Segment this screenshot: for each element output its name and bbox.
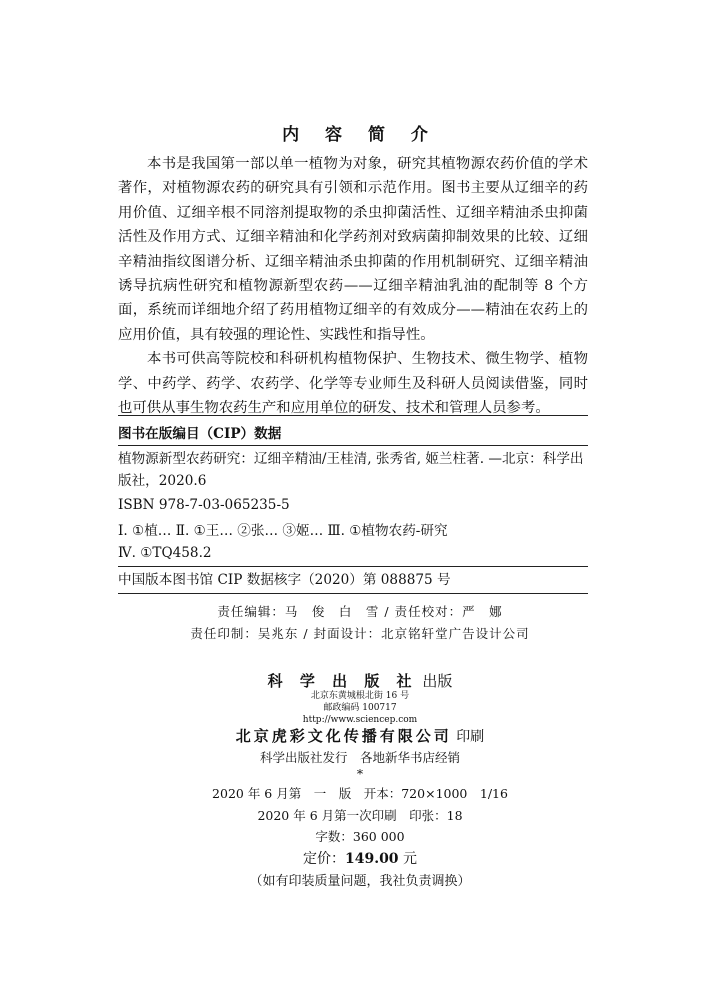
publisher-suffix: 出版 [422, 672, 453, 690]
cip-heading-rule [118, 445, 588, 446]
cip-classification-line-1: Ⅰ. ①植… Ⅱ. ①王… ②张… ③姬… Ⅲ. ①植物农药-研究 [118, 523, 448, 539]
publisher-name: 科 学 出 版 社 [267, 672, 418, 690]
word-count: 字数：360 000 [315, 829, 405, 844]
cip-top-rule [118, 415, 588, 416]
page-title: 内 容 简 介 [282, 125, 438, 145]
staff-line-production: 责任印制：吴兆东 / 封面设计：北京铭轩堂广告设计公司 [190, 626, 530, 641]
printing-line: 2020 年 6 月第一次印刷 印张：18 [257, 808, 463, 823]
intro-paragraph-2: 本书可供高等院校和科研机构植物保护、生物技术、微生物学、植物学、中药学、药学、农药学、化学等专业师生及科研人员阅读借鉴，同时也可供从事生物农药生产和应用单位的研发、技术和管理人员参考。 [118, 351, 588, 417]
book-introduction [118, 152, 588, 420]
price-value: 149.00 [344, 851, 399, 867]
cip-record-number: 中国版本图书馆 CIP 数据核字（2020）第 088875 号 [118, 572, 451, 588]
intro-paragraph-1: 本书是我国第一部以单一植物为对象，研究其植物源农药价值的学术著作，对植物源农药的研究具有引领和示范作用。图书主要从辽细辛的药用价值、辽细辛根不同溶剂提取物的杀虫抑菌活性、辽细辛精油杀虫抑菌活性及作用方式、辽细辛精油和化学药剂对致病菌抑制效果的比较、辽细辛精油指纹图谱分析、辽细辛精油杀虫抑菌的作用机制研究、辽细辛精油诱导抗病性研究和植物源新型农药——辽细辛精油乳油的配制等 8 个方面，系统而详细地介绍了药用植物辽细辛的有效成分——精油在农药上的应用价值，具有较强的理论性、实践性和指导性。 [118, 156, 588, 343]
cip-isbn: ISBN 978-7-03-065235-5 [118, 497, 290, 513]
publisher-address-block [0, 690, 720, 726]
printer-block [0, 725, 720, 746]
publisher-address: 北京东黄城根北街 16 号 [310, 691, 410, 701]
distribution-line: 科学出版社发行 各地新华书店经销 [259, 750, 460, 765]
cip-bottom-rule [118, 593, 588, 594]
price-line [0, 848, 720, 868]
publisher-url: http://www.sciencep.com [302, 715, 418, 725]
printer-suffix: 印刷 [456, 729, 485, 745]
cip-record-rule [118, 566, 588, 567]
publisher-postcode: 邮政编码 100717 [323, 703, 397, 713]
quality-note: （如有印装质量问题，我社负责调换） [249, 874, 471, 889]
publisher-block [0, 670, 720, 691]
printer-name: 北京虎彩文化传播有限公司 [235, 727, 452, 745]
cip-classification [118, 520, 588, 564]
staff-line-editors: 责任编辑：马 俊 白 雪 / 责任校对：严 娜 [217, 604, 503, 619]
cip-main-entry: 植物源新型农药研究：辽细辛精油/王桂清, 张秀省, 姬兰柱著. —北京：科学出版社，2020.6 [118, 451, 584, 489]
separator-star: * [356, 766, 364, 781]
cip-classification-line-2: Ⅳ. ①TQ458.2 [118, 545, 212, 561]
edition-line: 2020 年 6 月第 一 版 开本：720×1000 1/16 [212, 786, 508, 801]
cip-heading: 图书在版编目（CIP）数据 [118, 426, 282, 442]
price-label: 定价： [302, 851, 345, 867]
price-unit: 元 [403, 851, 418, 867]
